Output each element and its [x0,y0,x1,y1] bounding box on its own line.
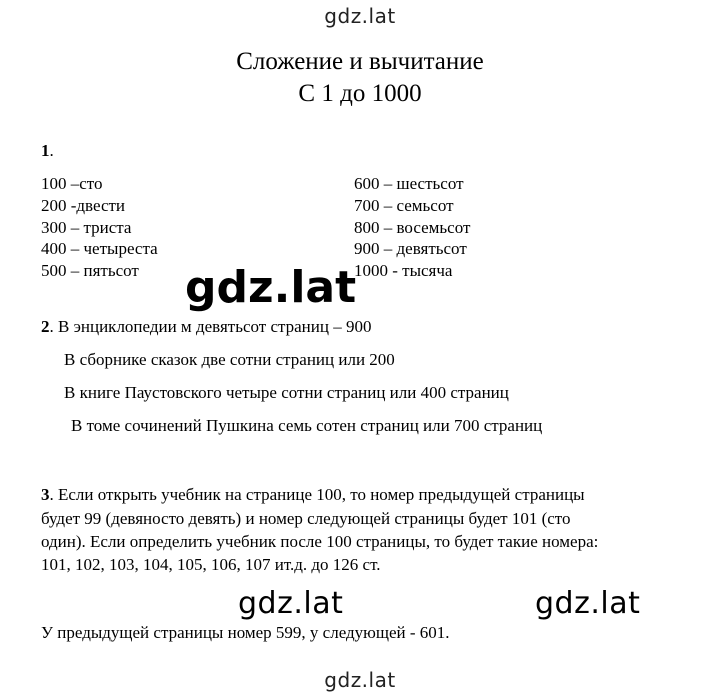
task2-line: В томе сочинений Пушкина семь сотен страниц или 700 страниц [71,416,543,435]
task1-right-item: 700 – семьсот [354,196,454,215]
task1-number: 1 [41,141,50,160]
task1-left-item: 200 -двести [41,196,126,215]
task1-number-suffix: . [49,141,54,160]
task2-line: В сборнике сказок две сотни страниц или 200 [64,350,395,369]
task1-right-item: 1000 - тысяча [354,261,453,280]
watermark-center: gdz.lat [185,262,357,313]
watermark-bottom: gdz.lat [324,668,396,692]
task2-first-line [41,317,371,337]
task1-left-item: 500 – пятьсот [41,261,139,280]
task3-text: . Если открыть учебник на странице 100, то номер предыдущей страницы [49,485,585,504]
task1-right-item: 900 – девятьсот [354,239,467,258]
task3-line: один). Если определить учебник после 100 страницы, то будет такие номера: [41,532,599,551]
task3-last-line: У предыдущей страницы номер 599, у следующей - 601. [41,623,450,642]
task2-text: . В энциклопедии м девятьсот страниц – 900 [49,317,372,336]
task1-heading [41,141,54,161]
task3-line: 101, 102, 103, 104, 105, 106, 107 ит.д. до 126 ст. [41,555,381,574]
page-title: Сложение и вычитание [236,48,484,75]
task3-number: 3 [41,485,50,504]
task1-right-item: 600 – шестьсот [354,174,464,193]
watermark-mid-left: gdz.lat [238,586,344,621]
task2-line: В книге Паустовского четыре сотни страниц или 400 страниц [64,383,509,402]
task2-number: 2 [41,317,50,336]
watermark-mid-right: gdz.lat [535,586,641,621]
page-subtitle: С 1 до 1000 [298,80,422,107]
task3-line: будет 99 (девяносто девять) и номер следующей страницы будет 101 (сто [41,509,571,528]
task1-left-item: 100 –сто [41,174,103,193]
task3-first-line [41,485,585,505]
watermark-top: gdz.lat [324,4,396,28]
task1-right-item: 800 – восемьсот [354,218,471,237]
task1-left-item: 300 – триста [41,218,132,237]
task1-left-item: 400 – четыреста [41,239,158,258]
